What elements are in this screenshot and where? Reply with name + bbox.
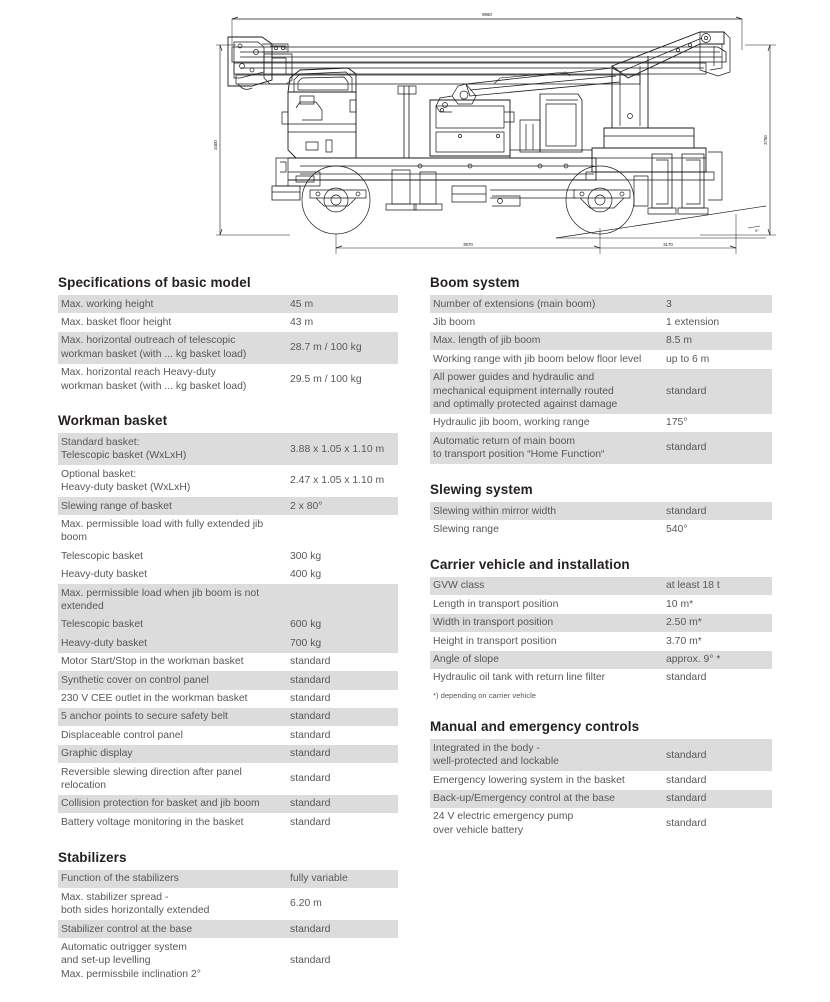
row-label: 5 anchor points to secure safety belt: [58, 708, 287, 726]
table-row: [58, 726, 398, 744]
table-row: [430, 632, 772, 650]
row-label: Reversible slewing direction after panel relocation: [58, 763, 287, 795]
row-value: standard: [663, 808, 772, 840]
row-label: Synthetic cover on control panel: [58, 671, 287, 689]
table-row: [58, 465, 398, 497]
table-row: [430, 577, 772, 595]
section-workman-basket: [58, 413, 398, 831]
row-value: standard: [287, 763, 398, 795]
row-value: standard: [663, 739, 772, 771]
dimension-bottom-right: 3170: [663, 242, 673, 247]
row-value: 400 kg: [287, 566, 398, 584]
carrier-vehicle-footnote: *) depending on carrier vehicle: [433, 691, 536, 701]
table-row: [58, 433, 398, 465]
table-row: [58, 332, 398, 364]
row-value: standard: [663, 369, 772, 414]
row-value: fully variable: [287, 870, 398, 888]
row-value: 28.7 m / 100 kg: [287, 332, 398, 364]
table-row: [58, 920, 398, 938]
table-row: [58, 547, 398, 565]
row-value: 3.88 x 1.05 x 1.10 m: [287, 433, 398, 465]
row-label: Max. horizontal reach Heavy-duty workman basket (with ... kg basket load): [58, 364, 287, 396]
row-value: approx. 9° *: [663, 651, 772, 669]
table-row: [430, 739, 772, 771]
table-row: [430, 790, 772, 808]
table-row: [430, 808, 772, 840]
row-value: 45 m: [287, 295, 398, 313]
table-row: [430, 369, 772, 414]
row-label: Height in transport position: [430, 632, 663, 650]
dimension-angle: 9°: [755, 228, 759, 233]
table-row: [58, 364, 398, 396]
row-value: [287, 515, 398, 547]
row-value: standard: [287, 708, 398, 726]
row-label: Angle of slope: [430, 651, 663, 669]
row-label: Max. horizontal outreach of telescopic workman basket (with ... kg basket load): [58, 332, 287, 364]
row-label: Heavy-duty basket: [58, 566, 287, 584]
specifications-heading: Specifications of basic model: [58, 275, 251, 290]
stabilizers-table: [58, 870, 398, 984]
dimension-top-overall: 9960: [482, 12, 492, 17]
table-row: [430, 669, 772, 687]
right-column: [430, 275, 772, 858]
row-label: Jib boom: [430, 313, 663, 331]
table-row: [430, 432, 772, 464]
boom-system-table: [430, 295, 772, 464]
row-label: Stabilizer control at the base: [58, 920, 287, 938]
specifications-table: [58, 295, 398, 395]
row-label: Hydraulic jib boom, working range: [430, 414, 663, 432]
row-label: GVW class: [430, 577, 663, 595]
table-row: [58, 653, 398, 671]
row-value: 1 extension: [663, 313, 772, 331]
dimension-right-height: 3750: [763, 135, 768, 145]
row-value: at least 18 t: [663, 577, 772, 595]
table-row: [58, 634, 398, 652]
row-label: Optional basket: Heavy-duty basket (WxLxH): [58, 465, 287, 497]
table-row: [58, 690, 398, 708]
section-stabilizers: [58, 850, 398, 984]
row-label: Slewing range of basket: [58, 497, 287, 515]
row-label: Battery voltage monitoring in the basket: [58, 813, 287, 831]
row-label: Displaceable control panel: [58, 726, 287, 744]
workman-basket-table: [58, 433, 398, 831]
slewing-system-table: [430, 502, 772, 539]
table-row: [430, 520, 772, 538]
row-value: standard: [287, 920, 398, 938]
row-label: Length in transport position: [430, 595, 663, 613]
row-value: standard: [287, 653, 398, 671]
row-label: Graphic display: [58, 745, 287, 763]
row-label: Function of the stabilizers: [58, 870, 287, 888]
row-value: 3.70 m*: [663, 632, 772, 650]
table-row: [58, 870, 398, 888]
row-value: standard: [287, 745, 398, 763]
row-label: 230 V CEE outlet in the workman basket: [58, 690, 287, 708]
manual-emergency-heading: Manual and emergency controls: [430, 719, 640, 735]
stabilizers-heading: Stabilizers: [58, 849, 127, 865]
table-row: [58, 813, 398, 831]
row-label: Number of extensions (main boom): [430, 295, 663, 313]
row-value: 10 m*: [663, 595, 772, 613]
slewing-system-heading: Slewing system: [430, 482, 533, 498]
table-row: [58, 763, 398, 795]
row-value: 540°: [663, 520, 772, 538]
row-label: Collision protection for basket and jib boom: [58, 795, 287, 813]
section-carrier-vehicle: [430, 557, 772, 701]
row-label: Telescopic basket: [58, 547, 287, 565]
row-value: standard: [663, 669, 772, 687]
row-label: Standard basket: Telescopic basket (WxLxH): [58, 433, 287, 465]
section-manual-emergency: [430, 719, 772, 839]
row-value: 43 m: [287, 313, 398, 331]
row-label: Max. working height: [58, 295, 287, 313]
left-column: [58, 275, 398, 1002]
row-value: 2.50 m*: [663, 614, 772, 632]
row-value: standard: [663, 502, 772, 520]
table-row: [430, 414, 772, 432]
row-label: Slewing range: [430, 520, 663, 538]
row-label: Emergency lowering system in the basket: [430, 771, 663, 789]
row-label: Max. permissible load with fully extended jib boom: [58, 515, 287, 547]
row-value: 300 kg: [287, 547, 398, 565]
workman-basket-heading: Workman basket: [58, 413, 168, 429]
row-value: 175°: [663, 414, 772, 432]
row-label: Integrated in the body - well-protected and lockable: [430, 739, 663, 771]
row-value: standard: [287, 726, 398, 744]
table-row: [58, 671, 398, 689]
table-row: [58, 708, 398, 726]
row-label: Width in transport position: [430, 614, 663, 632]
table-row: [430, 502, 772, 520]
row-value: 6.20 m: [287, 888, 398, 920]
row-value: standard: [663, 790, 772, 808]
row-label: Heavy-duty basket: [58, 634, 287, 652]
row-label: Max. stabilizer spread - both sides horizontally extended: [58, 888, 287, 920]
section-slewing-system: [430, 482, 772, 539]
row-label: 24 V electric emergency pump over vehicle battery: [430, 808, 663, 840]
row-label: Working range with jib boom below floor level: [430, 350, 663, 368]
boom-system-heading: Boom system: [430, 275, 520, 290]
row-label: Motor Start/Stop in the workman basket: [58, 653, 287, 671]
table-row: [58, 795, 398, 813]
row-label: Max. length of jib boom: [430, 332, 663, 350]
row-value: standard: [287, 813, 398, 831]
row-value: standard: [663, 771, 772, 789]
row-value: 3: [663, 295, 772, 313]
row-label: Automatic return of main boom to transport position “Home Function“: [430, 432, 663, 464]
table-row: [430, 332, 772, 350]
table-row: [430, 313, 772, 331]
row-label: Back-up/Emergency control at the base: [430, 790, 663, 808]
carrier-vehicle-table: [430, 577, 772, 687]
row-label: All power guides and hydraulic and mechanical equipment internally routed and optimally protected against damage: [430, 369, 663, 414]
table-row: [58, 313, 398, 331]
table-row: [58, 584, 398, 616]
dimension-bottom-left: 3970: [463, 242, 473, 247]
specification-columns: [0, 275, 830, 980]
table-row: [58, 938, 398, 983]
table-row: [430, 614, 772, 632]
row-value: 600 kg: [287, 616, 398, 634]
section-specifications: [58, 275, 398, 395]
row-value: [287, 584, 398, 616]
table-row: [430, 771, 772, 789]
dimension-left-height: 3400: [213, 140, 218, 150]
row-label: Automatic outrigger system and set-up levelling Max. permissbile inclination 2°: [58, 938, 287, 983]
row-label: Telescopic basket: [58, 616, 287, 634]
row-label: Max. permissible load when jib boom is not extended: [58, 584, 287, 616]
table-row: [58, 515, 398, 547]
table-row: [58, 295, 398, 313]
row-value: standard: [287, 938, 398, 983]
manual-emergency-table: [430, 739, 772, 839]
row-label: Slewing within mirror width: [430, 502, 663, 520]
row-value: 8.5 m: [663, 332, 772, 350]
section-boom-system: [430, 275, 772, 464]
row-label: Hydraulic oil tank with return line filter: [430, 669, 663, 687]
row-value: 29.5 m / 100 kg: [287, 364, 398, 396]
table-row: [58, 497, 398, 515]
table-row: [430, 350, 772, 368]
technical-drawing: [0, 0, 830, 262]
row-value: standard: [287, 671, 398, 689]
row-value: standard: [663, 432, 772, 464]
row-value: up to 6 m: [663, 350, 772, 368]
table-row: [430, 651, 772, 669]
row-value: standard: [287, 795, 398, 813]
table-row: [58, 566, 398, 584]
carrier-vehicle-heading: Carrier vehicle and installation: [430, 556, 630, 572]
table-row: [430, 595, 772, 613]
row-label: Max. basket floor height: [58, 313, 287, 331]
row-value: 2.47 x 1.05 x 1.10 m: [287, 465, 398, 497]
table-row: [58, 745, 398, 763]
row-value: 2 x 80°: [287, 497, 398, 515]
table-row: [58, 888, 398, 920]
row-value: standard: [287, 690, 398, 708]
table-row: [58, 616, 398, 634]
row-value: 700 kg: [287, 634, 398, 652]
table-row: [430, 295, 772, 313]
